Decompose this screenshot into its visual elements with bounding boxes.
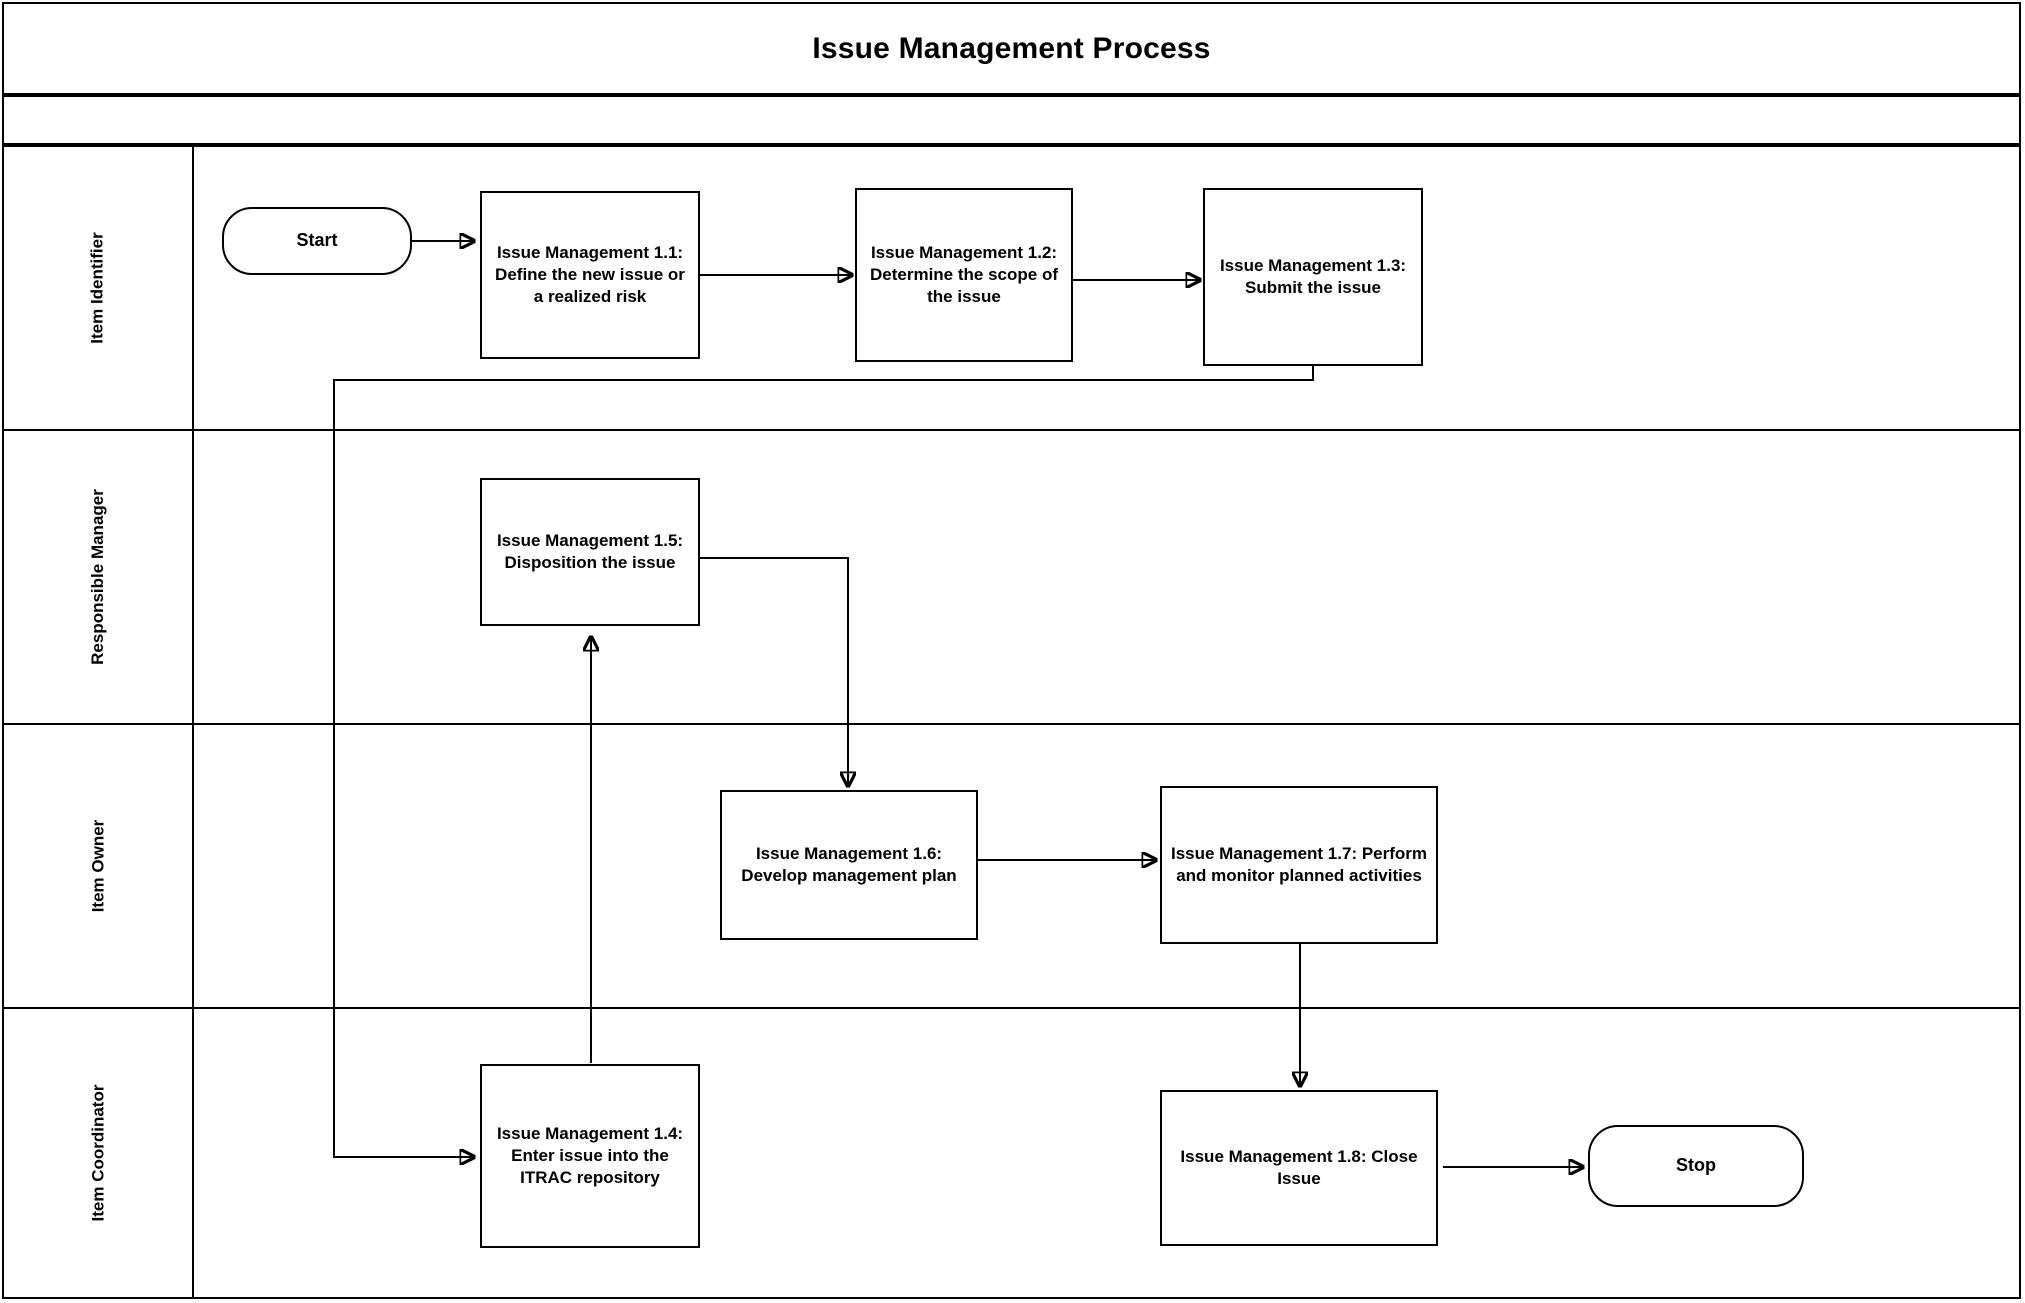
node-issue-management-1-6[interactable]: Issue Management 1.6: Develop management plan	[720, 790, 978, 940]
node-stop[interactable]: Stop	[1588, 1125, 1804, 1207]
node-issue-management-1-1[interactable]: Issue Management 1.1: Define the new issue or a realized risk	[480, 191, 700, 359]
swimlane-responsible-manager	[4, 431, 2019, 725]
page-title: Issue Management Process	[812, 31, 1211, 65]
node-issue-management-1-4[interactable]: Issue Management 1.4: Enter issue into the ITRAC repository	[480, 1064, 700, 1248]
swimlane-label-cell	[4, 431, 194, 723]
diagram-title-bar	[2, 2, 2021, 95]
swimlane-label-cell	[4, 147, 194, 429]
node-issue-management-1-5[interactable]: Issue Management 1.5: Disposition the issue	[480, 478, 700, 626]
swimlane-label-cell	[4, 1009, 194, 1297]
swimlane-label-cell	[4, 725, 194, 1007]
swimlane-label-item-identifier: Item Identifier	[88, 232, 107, 344]
node-start[interactable]: Start	[222, 207, 412, 275]
node-issue-management-1-3[interactable]: Issue Management 1.3: Submit the issue	[1203, 188, 1423, 366]
swimlane-label-responsible-manager: Responsible Manager	[88, 489, 107, 665]
swimlane-item-owner	[4, 725, 2019, 1009]
swimlane-label-item-coordinator: Item Coordinator	[87, 1084, 107, 1222]
header-spacer-band	[2, 95, 2021, 145]
node-issue-management-1-2[interactable]: Issue Management 1.2: Determine the scope of the issue	[855, 188, 1073, 362]
swimlane-label-item-owner: Item Owner	[88, 819, 107, 913]
node-issue-management-1-7[interactable]: Issue Management 1.7: Perform and monitor planned activities	[1160, 786, 1438, 944]
node-issue-management-1-8[interactable]: Issue Management 1.8: Close Issue	[1160, 1090, 1438, 1246]
